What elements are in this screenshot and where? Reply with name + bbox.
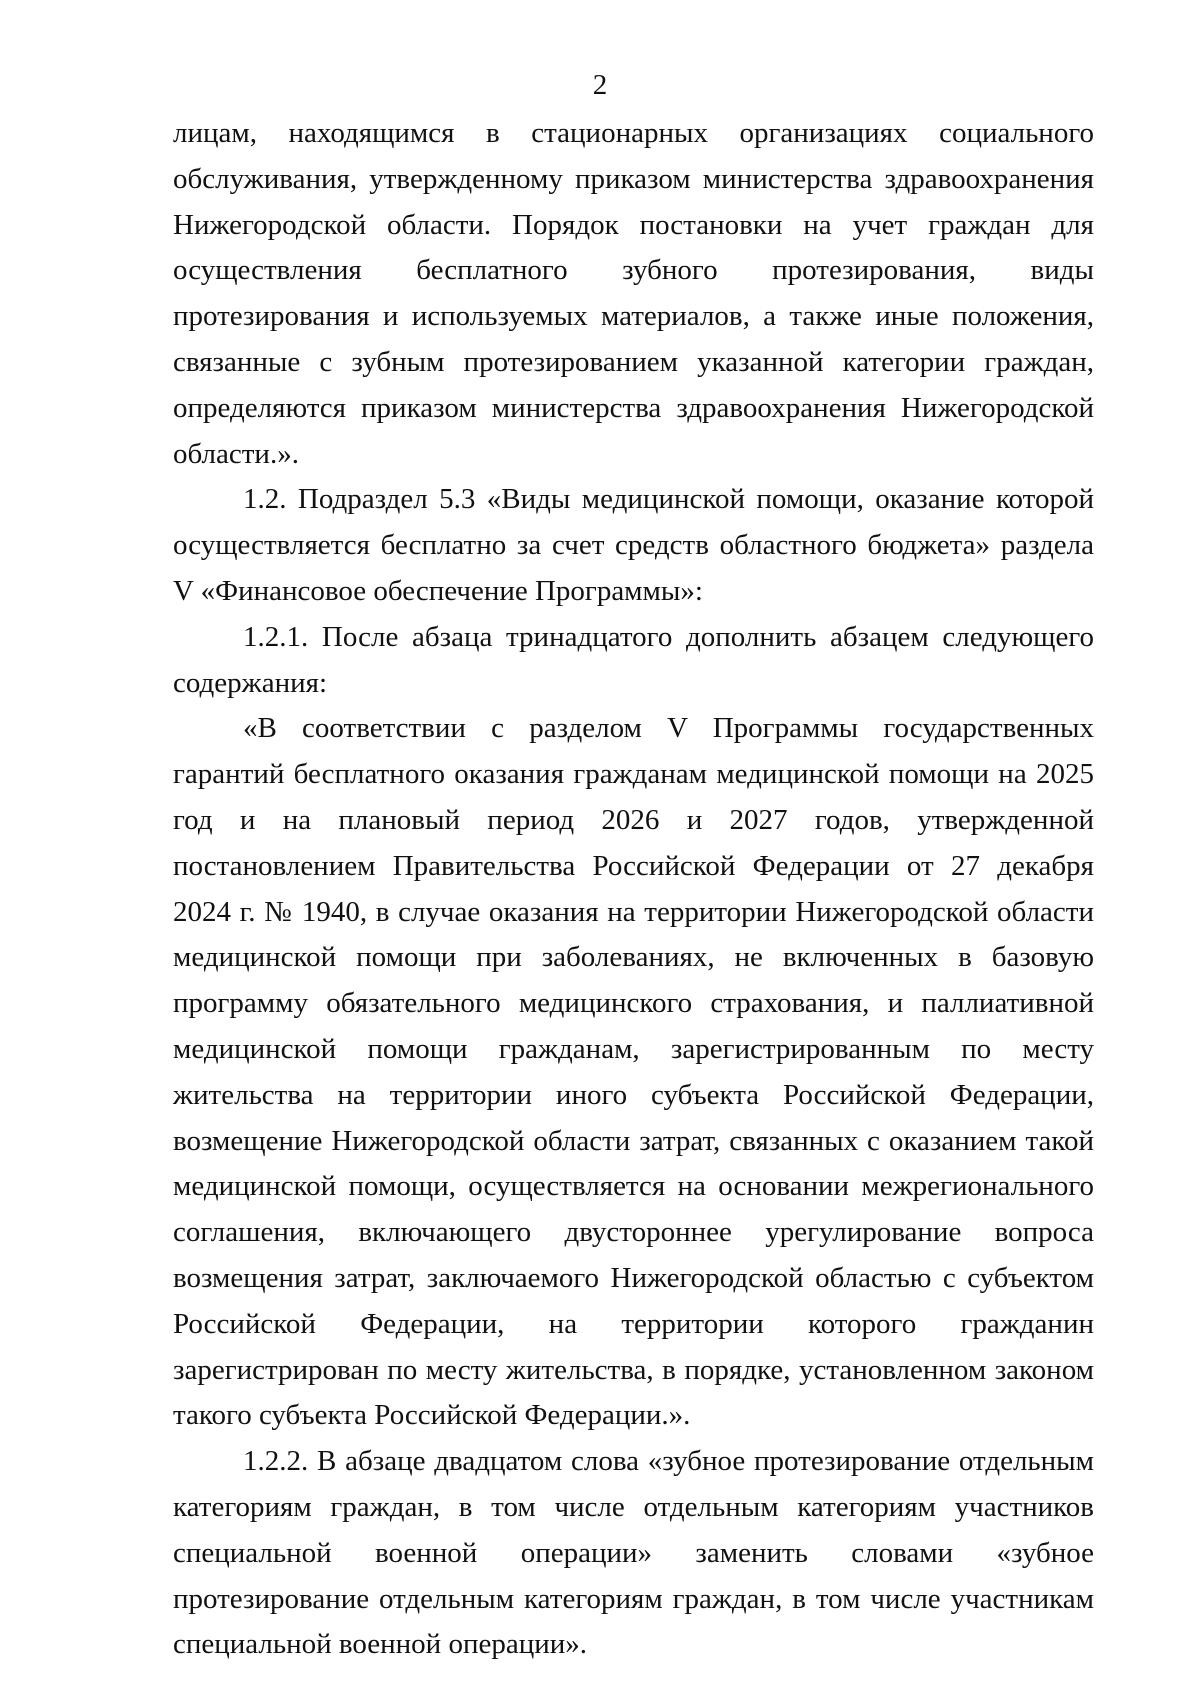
paragraph-1-2-1: 1.2.1. После абзаца тринадцатого дополнить абзацем следующего содержания: xyxy=(173,620,1094,699)
paragraph-1-2-2: 1.2.2. В абзаце двадцатом слова «зубное протезирование отдельным категориям граждан, в том числе отдельным категориям участников специальной военной операции» заменить словами «зубное протезирование отдельным категориям граждан, в том числе участникам специальной военной операции». xyxy=(173,1445,1094,1661)
page-number: 2 xyxy=(592,69,608,101)
paragraph-quoted-insertion: «В соответствии с разделом V Программы государственных гарантий бесплатного оказания гражданам медицинской помощи на 2025 год и на плановый период 2026 и 2027 годов, утвержденной постановлением Правительства Российской Федерации от 27 декабря 2024 г. № 1940, в случае оказания на территории Нижегородской области медицинской помощи при заболеваниях, не включенных в базовую программу обязательного медицинского страхования, и паллиативной медицинской помощи гражданам, зарегистрированным по месту жительства на территории иного субъекта Российской Федерации, возмещение Нижегородской области затрат, связанных с оказанием такой медицинской помощи, осуществляется на основании межрегионального соглашения, включающего двустороннее урегулирование вопроса возмещения затрат, заключаемого Нижегородской областью с субъектом Российской Федерации, на территории которого гражданин зарегистрирован по месту жительства, в порядке, установленном законом такого субъекта Российской Федерации.». xyxy=(173,712,1094,1432)
paragraph-1-2: 1.2. Подраздел 5.3 «Виды медицинской помощи, оказание которой осуществляется бесплатно за счет средств областного бюджета» раздела V «Финансовое обеспечение Программы»: xyxy=(173,483,1094,607)
paragraph-continuation: лицам, находящимся в стационарных организациях социального обслуживания, утвержденному приказом министерства здравоохранения Нижегородской области. Порядок постановки на учет граждан для осуществления бесплатного зубного протезирования, виды протезирования и используемых материалов, а также иные положения, связанные с зубным протезированием указанной категории граждан, определяются приказом министерства здравоохранения Нижегородской области.». xyxy=(173,117,1094,470)
document-body xyxy=(173,111,1094,1668)
